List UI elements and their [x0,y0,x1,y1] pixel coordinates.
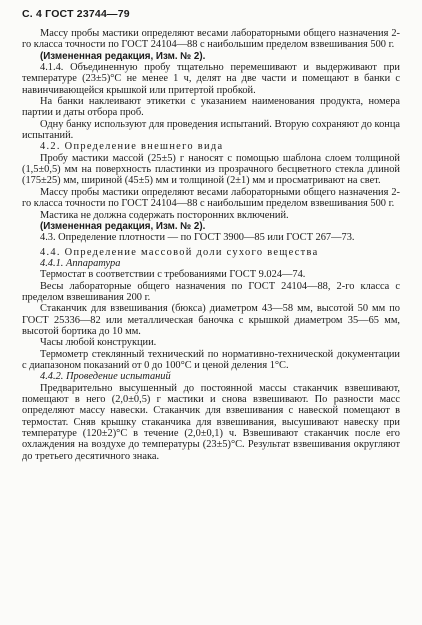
paragraph: Массу пробы мастики определяют весами лабораторными общего назначения 2-го класса точности по ГОСТ 24104—88 с наибольшим пределом взвешивания 500 г. [22,28,400,51]
paragraph: Одну банку используют для проведения испытаний. Вторую сохраняют до конца испытаний. [22,118,400,142]
paragraph: Мастика не должна содержать посторонних включений. [40,209,289,221]
document-body [22,28,400,462]
section-heading: 4.4. Определение массовой доли сухого вещества [40,246,319,258]
paragraph: Термометр стеклянный технический по нормативно-технической документации с диапазоном показаний от 0 до 100°С и ценой деления 1°С. [22,348,400,371]
paragraph: Массу пробы мастики определяют весами лабораторными общего назначения 2-го класса точности по ГОСТ 24104—88 с наибольшим пределом взвешивания 500 г. [22,186,400,210]
paragraph: Весы лабораторные общего назначения по ГОСТ 24104—88, 2-го класса с пределом взвешивания 200 г. [22,280,400,303]
page-header: С. 4 ГОСТ 23744—79 [22,8,130,20]
paragraph: На банки наклеивают этикетки с указанием наименования продукта, номера партии и даты отбора проб. [22,96,400,119]
amendment-note: (Измененная редакция, Изм. № 2). [40,220,206,232]
paragraph: Стаканчик для взвешивания (бюкса) диаметром 43—58 мм, высотой 50 мм по ГОСТ 25336—82 или металлическая баночка с крышкой диаметром 35—65 мм, высотой бортика до 10 мм. [22,303,400,337]
amendment-note: (Измененная редакция, Изм. № 2). [40,50,206,62]
paragraph: Термостат в соответствии с требованиями ГОСТ 9.024—74. [40,269,306,281]
subsection-heading: 4.4.2. Проведение испытаний [40,371,171,383]
subsection-heading: 4.4.1. Аппаратура [40,257,121,269]
paragraph: Предварительно высушенный до постоянной массы стаканчик взвешивают, помещают в него (2,0±0,5) г мастики и снова взвешивают. По разности масс определяют массу навески. Стаканчик для взвешивания с навеской помещают в термостат. Сняв крышку стаканчика для взвешивания, высушивают навеску при температуре (120±2)°С в течение (2,0±0,1) ч. Взвешивают стаканчик после его охлаждения на воздухе до температуры (23±5)°С. Результат взвешивания округляют до третьего десятичного знака. [22,382,400,462]
paragraph: Часы любой конструкции. [40,337,157,349]
section-heading: 4.2. Определение внешнего вида [40,141,224,153]
paragraph: 4.1.4. Объединенную пробу тщательно перемешивают и выдерживают при температуре (23±5)°С не менее 1 ч, делят на две части и помещают в банки с навинчивающейся крышкой или притертой пробкой. [22,62,400,96]
paragraph: Пробу мастики массой (25±5) г наносят с помощью шаблона слоем толщиной (1,5±0,5) мм на поверхность пластинки из прозрачного бесцветного стекла длиной (175±25) мм, шириной (45±5) мм и толщиной (2±1) мм и просматривают на свет. [22,152,400,187]
paragraph: 4.3. Определение плотности — по ГОСТ 3900—85 или ГОСТ 267—73. [40,232,355,244]
